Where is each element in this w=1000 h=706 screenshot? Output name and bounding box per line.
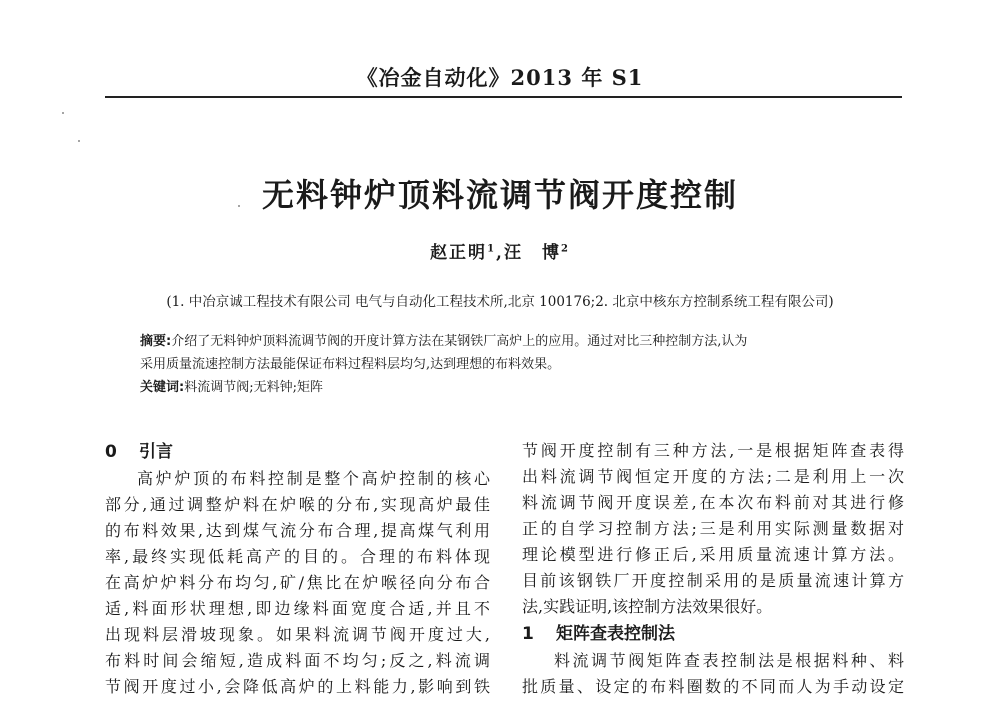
paragraph-line: 高炉炉顶的布料控制是整个高炉控制的核心 <box>137 469 490 488</box>
paragraph-line: 法,实践证明,该控制方法效果很好。 <box>522 597 773 616</box>
scan-speck <box>62 112 64 114</box>
left-column <box>105 438 490 700</box>
keywords-line <box>140 376 880 399</box>
keywords-text: 料流调节阀;无料钟;矩阵 <box>184 380 323 395</box>
section-number: 1 <box>522 624 534 644</box>
right-column <box>522 438 904 700</box>
paragraph-line: 在高炉炉料分布均匀,矿/焦比在炉喉径向分布合 <box>105 573 490 592</box>
header-rule <box>105 96 902 98</box>
author-affiliation-mark: 1 <box>487 243 497 255</box>
paragraph-line: 理论模型进行修正后,采用质量流速计算方法。 <box>522 545 904 564</box>
author-name: 汪 博 <box>503 243 561 263</box>
author-affiliation-mark: 2 <box>560 243 570 255</box>
section-heading <box>105 438 490 466</box>
running-head: 《冶金自动化》2013 年 S1 <box>356 65 644 90</box>
paragraph-line: 节阀开度过小,会降低高炉的上料能力,影响到铁 <box>105 677 490 696</box>
author-list <box>0 238 1000 263</box>
scan-speck <box>78 140 80 142</box>
author-name: 赵正明 <box>430 243 488 263</box>
paragraph-line: 部分,通过调整炉料在炉喉的分布,实现高炉最佳 <box>105 495 490 514</box>
paragraph-line: 布料时间会缩短,造成料面不均匀;反之,料流调 <box>105 651 490 670</box>
abstract-line <box>140 330 880 353</box>
section-heading <box>522 620 904 648</box>
affiliation: (1. 中冶京诚工程技术有限公司 电气与自动化工程技术所,北京 100176;2. 北京中核东方控制系统工程有限公司) <box>166 294 834 310</box>
paragraph-line: 出现料层滑坡现象。如果料流调节阀开度过大, <box>105 625 490 644</box>
paragraph-line: 适,料面形状理想,即边缘料面宽度合适,并且不 <box>105 599 490 618</box>
paragraph-line: 节阀开度控制有三种方法,一是根据矩阵查表得 <box>522 441 904 460</box>
abstract-label: 摘要: <box>140 334 172 349</box>
paragraph-line: 正的自学习控制方法;三是利用实际测量数据对 <box>522 519 904 538</box>
section-number: 0 <box>105 442 117 462</box>
abstract-text: 介绍了无料钟炉顶料流调节阀的开度计算方法在某钢铁厂高炉上的应用。通过对比三种控制方法,认为 <box>171 334 748 349</box>
paragraph-line: 料流调节阀矩阵查表控制法是根据料种、料 <box>554 651 904 670</box>
paragraph-line: 的布料效果,达到煤气流分布合理,提高煤气利用 <box>105 521 490 540</box>
article-title: 无料钟炉顶料流调节阀开度控制 <box>261 176 738 214</box>
paragraph-line: 出料流调节阀恒定开度的方法;二是利用上一次 <box>522 467 904 486</box>
paragraph-line: 目前该钢铁厂开度控制采用的是质量流速计算方 <box>522 571 904 590</box>
abstract-line: 采用质量流速控制方法最能保证布料过程料层均匀,达到理想的布料效果。 <box>140 357 561 372</box>
paragraph-line: 料流调节阀开度误差,在本次布料前对其进行修 <box>522 493 904 512</box>
abstract-block <box>140 330 880 399</box>
keywords-label: 关键词: <box>140 380 185 395</box>
paragraph-line: 率,最终实现低耗高产的目的。合理的布料体现 <box>105 547 490 566</box>
paragraph-line: 批质量、设定的布料圈数的不同而人为手动设定 <box>522 677 904 696</box>
section-title: 矩阵查表控制法 <box>556 624 675 644</box>
section-title: 引言 <box>139 442 173 462</box>
author-separator: , <box>496 243 504 263</box>
